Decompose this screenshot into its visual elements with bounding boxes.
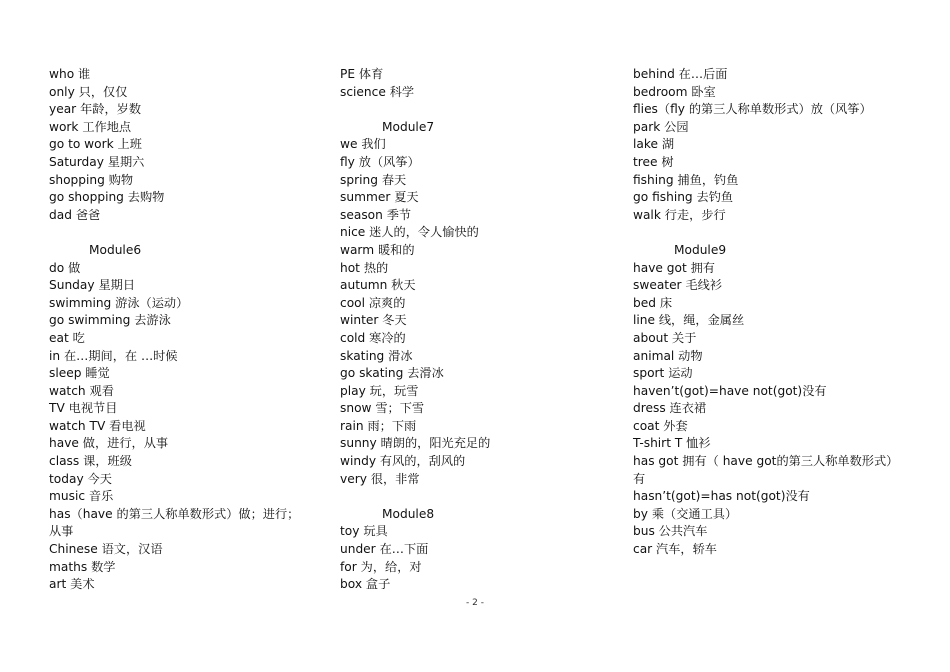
vocabulary-entry: hot 热的 bbox=[340, 260, 389, 275]
vocabulary-entry: dad 爸爸 bbox=[49, 207, 101, 222]
vocabulary-entry: bedroom 卧室 bbox=[633, 84, 716, 99]
vocabulary-column-1 bbox=[49, 66, 319, 594]
vocabulary-entry: watch TV 看电视 bbox=[49, 418, 146, 433]
vocabulary-entry: tree 树 bbox=[633, 154, 674, 169]
page-number: - 2 - bbox=[466, 598, 484, 608]
vocabulary-entry: sleep 睡觉 bbox=[49, 366, 110, 381]
blank-line bbox=[340, 101, 610, 119]
vocabulary-entry: line 线，绳，金属丝 bbox=[633, 313, 745, 328]
vocabulary-entry: about 关于 bbox=[633, 330, 697, 345]
vocabulary-entry: sunny 晴朗的，阳光充足的 bbox=[340, 436, 491, 451]
vocabulary-entry: coat 外套 bbox=[633, 418, 688, 433]
vocabulary-entry: fishing 捕鱼，钓鱼 bbox=[633, 172, 739, 187]
vocabulary-entry: cool 凉爽的 bbox=[340, 295, 406, 310]
module-heading: Module9 bbox=[674, 242, 727, 257]
vocabulary-entry: has（have 的第三人称单数形式）做；进行； bbox=[49, 506, 300, 521]
vocabulary-entry: flies（fly 的第三人称单数形式）放（风筝） bbox=[633, 102, 872, 117]
vocabulary-entry: TV 电视节目 bbox=[49, 401, 118, 416]
blank-line bbox=[49, 224, 319, 242]
vocabulary-entry: who 谁 bbox=[49, 67, 91, 81]
vocabulary-entry: in 在…期间，在 …时候 bbox=[49, 348, 178, 363]
vocabulary-entry: go swimming 去游泳 bbox=[49, 313, 171, 328]
vocabulary-entry: walk 行走，步行 bbox=[633, 207, 726, 222]
vocabulary-entry: have got 拥有 bbox=[633, 260, 715, 275]
vocabulary-entry: work 工作地点 bbox=[49, 119, 132, 134]
vocabulary-entry: sport 运动 bbox=[633, 366, 693, 381]
vocabulary-entry: play 玩，玩雪 bbox=[340, 383, 419, 398]
vocabulary-entry: bus 公共汽车 bbox=[633, 524, 708, 539]
vocabulary-entry: shopping 购物 bbox=[49, 172, 134, 187]
vocabulary-entry: swimming 游泳（运动） bbox=[49, 295, 189, 310]
vocabulary-entry: car 汽车，轿车 bbox=[633, 542, 717, 557]
vocabulary-entry: box 盒子 bbox=[340, 577, 391, 592]
vocabulary-entry: Chinese 语文，汉语 bbox=[49, 542, 163, 557]
module-heading: Module7 bbox=[382, 119, 435, 134]
vocabulary-entry: go skating 去滑冰 bbox=[340, 366, 444, 381]
vocabulary-entry: warm 暖和的 bbox=[340, 242, 415, 257]
vocabulary-entry: under 在…下面 bbox=[340, 542, 429, 557]
vocabulary-entry: we 我们 bbox=[340, 137, 386, 152]
vocabulary-entry: winter 冬天 bbox=[340, 313, 407, 328]
vocabulary-entry: cold 寒冷的 bbox=[340, 330, 406, 345]
vocabulary-entry: rain 雨；下雨 bbox=[340, 418, 417, 433]
vocabulary-entry: spring 春天 bbox=[340, 172, 407, 187]
vocabulary-column-2 bbox=[340, 66, 610, 594]
vocabulary-entry: T-shirt T 恤衫 bbox=[633, 436, 711, 451]
vocabulary-entry: dress 连衣裙 bbox=[633, 401, 707, 416]
vocabulary-entry: go shopping 去购物 bbox=[49, 190, 165, 205]
vocabulary-entry: have 做，进行，从事 bbox=[49, 436, 169, 451]
vocabulary-entry: snow 雪；下雪 bbox=[340, 401, 425, 416]
vocabulary-entry: season 季节 bbox=[340, 207, 412, 222]
vocabulary-entry: hasn’t(got)=has not(got)没有 bbox=[633, 489, 810, 504]
vocabulary-entry: science 科学 bbox=[340, 84, 415, 99]
vocabulary-entry: haven’t(got)=have not(got)没有 bbox=[633, 383, 827, 398]
vocabulary-entry: Saturday 星期六 bbox=[49, 154, 145, 169]
vocabulary-entry: do 做 bbox=[49, 260, 81, 275]
vocabulary-entry: only 只，仅仅 bbox=[49, 84, 128, 99]
vocabulary-entry: 有 bbox=[633, 471, 646, 486]
vocabulary-entry: Sunday 星期日 bbox=[49, 278, 136, 293]
vocabulary-entry: eat 吃 bbox=[49, 330, 85, 345]
vocabulary-entry: PE 体育 bbox=[340, 67, 384, 81]
vocabulary-entry: 从事 bbox=[49, 524, 74, 539]
blank-line bbox=[633, 224, 933, 242]
vocabulary-entry: behind 在…后面 bbox=[633, 67, 728, 81]
vocabulary-entry: autumn 秋天 bbox=[340, 278, 416, 293]
module-heading: Module8 bbox=[382, 506, 435, 521]
vocabulary-entry: summer 夏天 bbox=[340, 190, 419, 205]
blank-line bbox=[340, 488, 610, 506]
vocabulary-entry: very 很，非常 bbox=[340, 471, 420, 486]
vocabulary-entry: toy 玩具 bbox=[340, 524, 388, 539]
vocabulary-entry: nice 迷人的，令人愉快的 bbox=[340, 225, 479, 240]
vocabulary-entry: animal 动物 bbox=[633, 348, 703, 363]
module-heading: Module6 bbox=[89, 242, 142, 257]
vocabulary-entry: today 今天 bbox=[49, 471, 112, 486]
vocabulary-entry: go to work 上班 bbox=[49, 137, 142, 152]
vocabulary-entry: year 年龄，岁数 bbox=[49, 102, 142, 117]
vocabulary-entry: watch 观看 bbox=[49, 383, 114, 398]
vocabulary-entry: music 音乐 bbox=[49, 489, 114, 504]
vocabulary-entry: windy 有风的，刮风的 bbox=[340, 454, 466, 469]
vocabulary-entry: class 课，班级 bbox=[49, 454, 132, 469]
vocabulary-column-3 bbox=[633, 66, 933, 559]
vocabulary-entry: lake 湖 bbox=[633, 137, 675, 152]
vocabulary-entry: skating 滑冰 bbox=[340, 348, 413, 363]
vocabulary-entry: bed 床 bbox=[633, 295, 673, 310]
vocabulary-entry: for 为，给，对 bbox=[340, 559, 422, 574]
vocabulary-entry: park 公园 bbox=[633, 119, 689, 134]
vocabulary-entry: maths 数学 bbox=[49, 559, 116, 574]
vocabulary-entry: sweater 毛线衫 bbox=[633, 278, 723, 293]
vocabulary-entry: by 乘（交通工具） bbox=[633, 506, 738, 521]
vocabulary-entry: go fishing 去钓鱼 bbox=[633, 190, 734, 205]
vocabulary-entry: fly 放（风筝） bbox=[340, 154, 420, 169]
vocabulary-entry: art 美术 bbox=[49, 577, 95, 592]
vocabulary-entry: has got 拥有（ have got的第三人称单数形式） bbox=[633, 454, 899, 469]
